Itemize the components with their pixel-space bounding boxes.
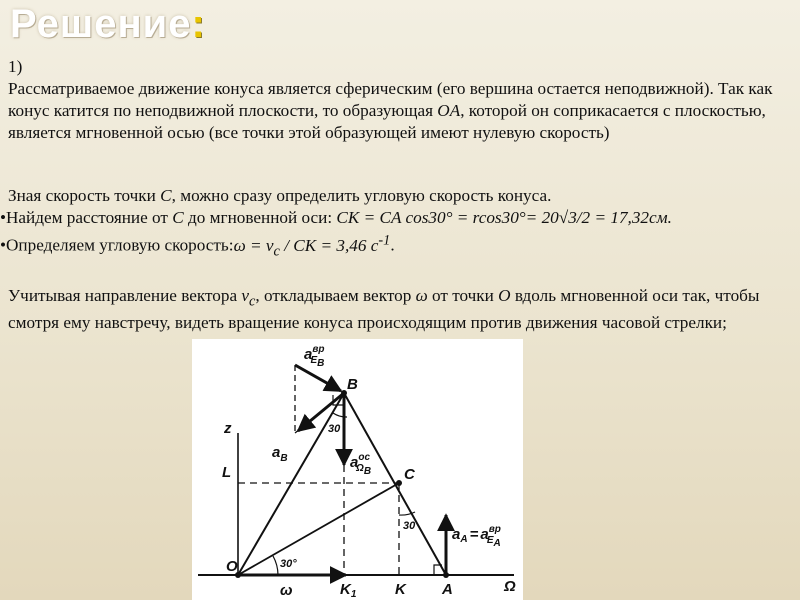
line-OC — [238, 483, 399, 575]
step1-block — [8, 56, 788, 144]
label-angle-O: 30° — [280, 558, 297, 570]
step2-line3-a: •Определяем угловую скорость: — [0, 235, 234, 255]
label-z: z — [224, 420, 232, 437]
step2-line3 — [0, 229, 795, 262]
step3-v: v — [241, 286, 250, 305]
step3-c: от точки — [427, 286, 499, 305]
formula-omega: ω = v — [233, 235, 274, 255]
step3-d: вдоль мгновенной оси так, чтобы смотря ему навстречу, видеть вращение конуса происходящим против движения часовой стрелки; — [8, 286, 760, 333]
label-aA: $a_A = a^{вр}$ $E_A$ — [452, 524, 501, 549]
slide-title — [10, 2, 206, 47]
step1-number: 1) — [8, 57, 23, 76]
step3-v-sub: c — [249, 293, 256, 310]
label-A: A — [442, 581, 453, 598]
formula-sub-c: c — [273, 243, 280, 260]
line-OB — [238, 393, 344, 575]
step2-line3-formula — [233, 232, 391, 260]
step2-line1-c: C — [160, 186, 172, 205]
label-omega: ω — [280, 582, 293, 599]
step1-text: Рассматриваемое движение конуса является сферическим (его вершина остается неподвижной). Так как конус катится по неподвижной плоскости, то образующая — [8, 79, 773, 120]
step1-text-end: , которой он соприкасается с плоскостью, является мгновенной осью (все точки этой образующей имеют нулевую скорость) — [8, 101, 766, 142]
label-aB: $a_B$ — [272, 444, 288, 464]
line-BA — [344, 393, 446, 575]
arc-angle-O — [273, 556, 278, 575]
step2-line1-a: Зная скорость точки — [8, 186, 161, 205]
step2-line3-end: . — [390, 235, 395, 255]
step2-line2-c: C — [172, 208, 184, 227]
step3-o: O — [498, 286, 511, 305]
point-A — [443, 572, 449, 578]
label-O: O — [226, 558, 238, 575]
label-Omega: Ω — [504, 578, 516, 595]
label-K1: $K_1$ — [340, 581, 357, 600]
step2-line2-formula: CK = CA cos30° = rcos30°= 20√3/2 = 17,32см. — [336, 208, 672, 227]
step2-line1-b: , можно сразу определить угловую скорость конуса. — [171, 186, 552, 205]
label-B: B — [347, 376, 358, 393]
label-L: L — [222, 464, 232, 481]
label-K: K — [395, 581, 406, 598]
step2-line2-b: до мгновенной оси: — [183, 208, 337, 227]
step3-block — [8, 285, 793, 334]
step3-omega: ω — [415, 286, 428, 305]
step1-paragraph — [8, 78, 788, 144]
step2-block — [0, 185, 795, 262]
step3-a: Учитывая направление вектора — [8, 286, 242, 305]
step2-line2-a: •Найдем расстояние от — [0, 208, 173, 227]
formula-sup: -1 — [378, 232, 391, 248]
label-aEB: $a^{вр}$ $E_B$ — [304, 344, 325, 369]
step3-b: , откладываем вектор — [255, 286, 416, 305]
point-C — [396, 480, 402, 486]
formula-result: / CK = 3,46 c — [279, 235, 379, 255]
title-word: Решение — [10, 2, 192, 46]
cone-diagram — [192, 339, 523, 600]
step1-oa: OA — [437, 101, 461, 120]
step2-line2 — [0, 207, 795, 229]
label-angle-B: 30 — [328, 423, 341, 435]
label-aOB: $a^{ос}$ $\Omega_B$ — [350, 452, 372, 477]
label-angle-C: 30 — [403, 520, 416, 532]
step2-line1 — [0, 185, 795, 207]
cone-diagram-svg — [192, 339, 523, 600]
title-colon: : — [191, 2, 206, 46]
label-C: C — [404, 466, 415, 483]
